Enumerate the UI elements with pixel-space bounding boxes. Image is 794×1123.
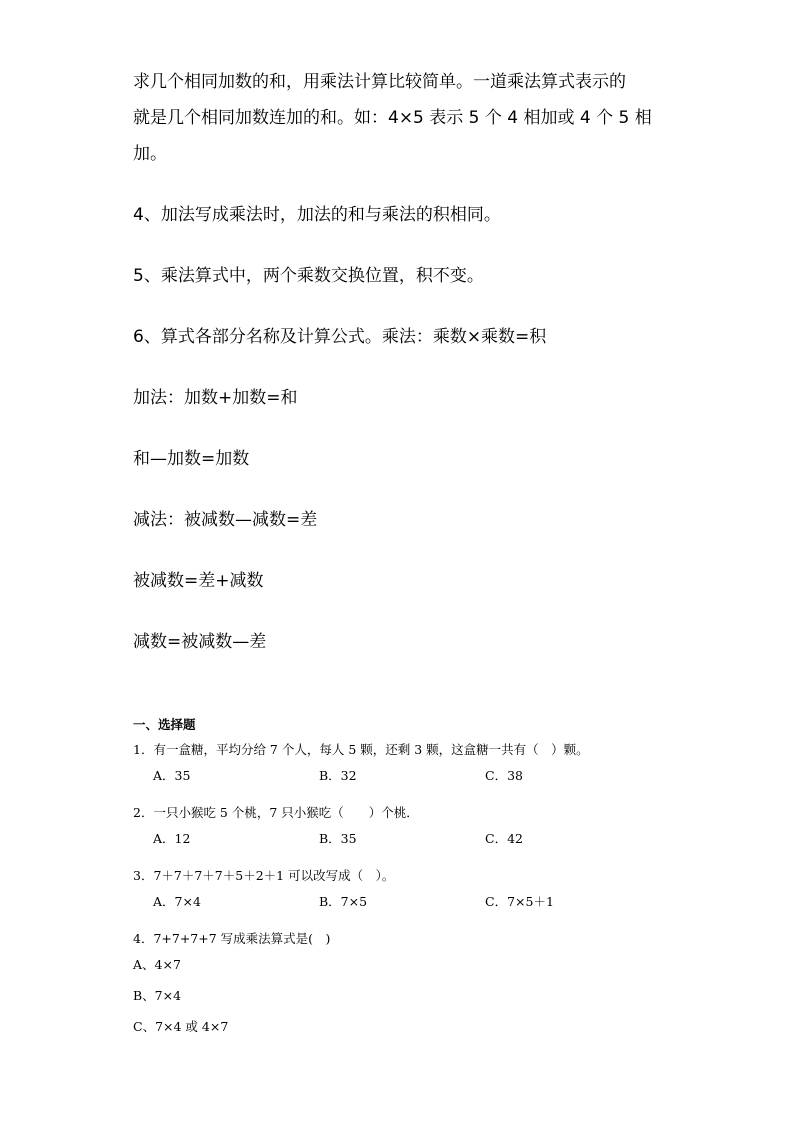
note-item: 5、乘法算式中，两个乘数交换位置，积不变。 bbox=[133, 266, 484, 286]
option-a: A．35 bbox=[153, 768, 191, 783]
question-3-options bbox=[133, 892, 713, 929]
note-line: 就是几个相同加数连加的和。如：4×5 表示 5 个 4 相加或 4 个 5 相 bbox=[133, 108, 652, 128]
option-b: B．32 bbox=[319, 768, 357, 783]
option-a: A．12 bbox=[153, 831, 191, 846]
question-4: 4．7+7+7+7 写成乘法算式是( ) bbox=[133, 931, 331, 946]
option-a: A．7×4 bbox=[153, 894, 201, 909]
note-item: 和—加数=加数 bbox=[133, 449, 250, 469]
option-b: B．35 bbox=[319, 831, 357, 846]
question-1: 1．有一盒糖，平均分给 7 个人，每人 5 颗，还剩 3 颗，这盒糖一共有（ ）颗。 bbox=[133, 742, 589, 757]
option-c: C．42 bbox=[485, 831, 523, 846]
note-item: 4、加法写成乘法时，加法的和与乘法的积相同。 bbox=[133, 205, 501, 225]
note-item: 6、算式各部分名称及计算公式。乘法：乘数×乘数=积 bbox=[133, 327, 547, 347]
question-2: 2．一只小猴吃 5 个桃，7 只小猴吃（ ）个桃． bbox=[133, 805, 419, 820]
note-line: 求几个相同加数的和，用乘法计算比较简单。一道乘法算式表示的 bbox=[133, 72, 626, 92]
option-a: A、4×7 bbox=[133, 957, 181, 972]
option-b: B．7×5 bbox=[319, 894, 368, 909]
question-1-options bbox=[133, 766, 713, 803]
quiz-section bbox=[133, 716, 713, 1048]
note-item: 减法：被减数—减数=差 bbox=[133, 510, 318, 530]
option-c: C．38 bbox=[485, 768, 523, 783]
knowledge-notes bbox=[133, 64, 693, 660]
question-2-options bbox=[133, 829, 713, 866]
section-title: 一、选择题 bbox=[133, 717, 196, 732]
note-item: 被减数=差+减数 bbox=[133, 571, 264, 591]
option-b: B、7×4 bbox=[133, 988, 182, 1003]
question-3: 3．7＋7＋7＋7＋5＋2＋1 可以改写成（ ）。 bbox=[133, 868, 395, 883]
note-item: 加法：加数+加数=和 bbox=[133, 388, 298, 408]
note-item: 减数=被减数—差 bbox=[133, 632, 267, 652]
note-line: 加。 bbox=[133, 144, 167, 164]
option-c: C、7×4 或 4×7 bbox=[133, 1019, 229, 1034]
option-c: C．7×5＋1 bbox=[485, 894, 554, 909]
